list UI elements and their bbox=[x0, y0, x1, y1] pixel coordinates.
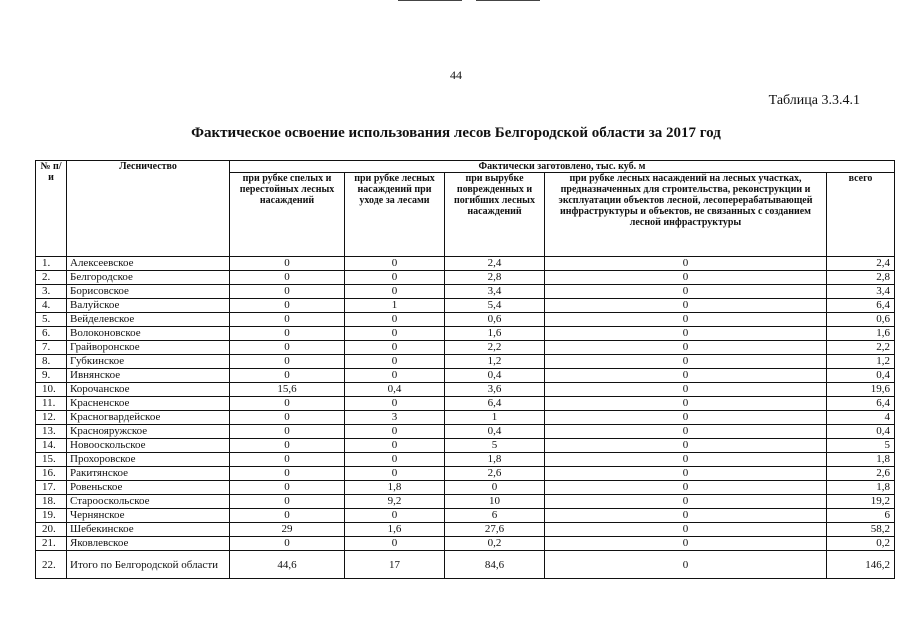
row-forestry-name: Шебекинское bbox=[67, 523, 230, 537]
row-mature: 0 bbox=[230, 257, 345, 271]
total-row-infrastructure: 0 bbox=[545, 551, 827, 579]
row-number: 19. bbox=[36, 509, 67, 523]
row-care: 0 bbox=[345, 425, 445, 439]
header-total: всего bbox=[827, 173, 895, 257]
table-label: Таблица 3.3.4.1 bbox=[768, 93, 860, 108]
row-care: 0 bbox=[345, 285, 445, 299]
row-forestry-name: Грайворонское bbox=[67, 341, 230, 355]
header-damaged-felling: при вырубке поврежденных и погибших лесных насаждений bbox=[445, 173, 545, 257]
table-row bbox=[36, 439, 895, 453]
total-row-total: 146,2 bbox=[827, 551, 895, 579]
row-number: 15. bbox=[36, 453, 67, 467]
row-care: 0 bbox=[345, 327, 445, 341]
row-care: 0,4 bbox=[345, 383, 445, 397]
row-forestry-name: Краснояружское bbox=[67, 425, 230, 439]
row-care: 0 bbox=[345, 509, 445, 523]
row-care: 0 bbox=[345, 439, 445, 453]
row-infrastructure: 0 bbox=[545, 327, 827, 341]
row-number: 4. bbox=[36, 299, 67, 313]
forest-use-table bbox=[35, 160, 895, 579]
row-damaged: 5,4 bbox=[445, 299, 545, 313]
row-infrastructure: 0 bbox=[545, 495, 827, 509]
row-infrastructure: 0 bbox=[545, 425, 827, 439]
row-forestry-name: Алексеевское bbox=[67, 257, 230, 271]
row-number: 6. bbox=[36, 327, 67, 341]
row-damaged: 6,4 bbox=[445, 397, 545, 411]
table-row bbox=[36, 271, 895, 285]
row-number: 1. bbox=[36, 257, 67, 271]
table-row bbox=[36, 299, 895, 313]
row-mature: 0 bbox=[230, 355, 345, 369]
row-number: 16. bbox=[36, 467, 67, 481]
header-mature-felling: при рубке спелых и перестойных лесных насаждений bbox=[230, 173, 345, 257]
header-care-felling: при рубке лесных насаждений при уходе за лесами bbox=[345, 173, 445, 257]
row-total: 2,4 bbox=[827, 257, 895, 271]
row-total: 0,6 bbox=[827, 313, 895, 327]
row-infrastructure: 0 bbox=[545, 257, 827, 271]
row-total: 6 bbox=[827, 509, 895, 523]
page-number: 44 bbox=[450, 68, 462, 82]
row-care: 1 bbox=[345, 299, 445, 313]
row-mature: 0 bbox=[230, 313, 345, 327]
row-mature: 0 bbox=[230, 271, 345, 285]
row-damaged: 1,8 bbox=[445, 453, 545, 467]
row-infrastructure: 0 bbox=[545, 481, 827, 495]
row-damaged: 3,4 bbox=[445, 285, 545, 299]
row-forestry-name: Прохоровское bbox=[67, 453, 230, 467]
table-row bbox=[36, 369, 895, 383]
row-care: 0 bbox=[345, 257, 445, 271]
row-infrastructure: 0 bbox=[545, 341, 827, 355]
row-forestry-name: Вейделевское bbox=[67, 313, 230, 327]
table-body bbox=[36, 257, 895, 579]
table-row bbox=[36, 285, 895, 299]
row-care: 3 bbox=[345, 411, 445, 425]
row-total: 2,2 bbox=[827, 341, 895, 355]
row-forestry-name: Красногвардейское bbox=[67, 411, 230, 425]
row-number: 11. bbox=[36, 397, 67, 411]
table-row bbox=[36, 411, 895, 425]
row-forestry-name: Корочанское bbox=[67, 383, 230, 397]
row-care: 1,6 bbox=[345, 523, 445, 537]
row-total: 2,8 bbox=[827, 271, 895, 285]
row-mature: 0 bbox=[230, 411, 345, 425]
row-forestry-name: Валуйское bbox=[67, 299, 230, 313]
row-damaged: 2,6 bbox=[445, 467, 545, 481]
row-number: 5. bbox=[36, 313, 67, 327]
row-infrastructure: 0 bbox=[545, 313, 827, 327]
row-number: 20. bbox=[36, 523, 67, 537]
row-total: 19,2 bbox=[827, 495, 895, 509]
row-number: 17. bbox=[36, 481, 67, 495]
row-infrastructure: 0 bbox=[545, 439, 827, 453]
table-row bbox=[36, 481, 895, 495]
row-mature: 0 bbox=[230, 509, 345, 523]
row-care: 0 bbox=[345, 453, 445, 467]
row-forestry-name: Старооскольское bbox=[67, 495, 230, 509]
row-mature: 0 bbox=[230, 299, 345, 313]
row-care: 0 bbox=[345, 537, 445, 551]
row-number: 21. bbox=[36, 537, 67, 551]
row-forestry-name: Новооскольское bbox=[67, 439, 230, 453]
row-infrastructure: 0 bbox=[545, 397, 827, 411]
row-forestry-name: Красненское bbox=[67, 397, 230, 411]
row-total: 2,6 bbox=[827, 467, 895, 481]
row-forestry-name: Белгородское bbox=[67, 271, 230, 285]
row-mature: 29 bbox=[230, 523, 345, 537]
row-total: 0,2 bbox=[827, 537, 895, 551]
row-forestry-name: Борисовское bbox=[67, 285, 230, 299]
total-row-mature: 44,6 bbox=[230, 551, 345, 579]
table-row bbox=[36, 509, 895, 523]
row-mature: 0 bbox=[230, 369, 345, 383]
table-row bbox=[36, 327, 895, 341]
table-row bbox=[36, 495, 895, 509]
row-care: 0 bbox=[345, 369, 445, 383]
total-row-care: 17 bbox=[345, 551, 445, 579]
table-row bbox=[36, 257, 895, 271]
row-infrastructure: 0 bbox=[545, 299, 827, 313]
row-care: 0 bbox=[345, 397, 445, 411]
table-row bbox=[36, 341, 895, 355]
total-row-damaged: 84,6 bbox=[445, 551, 545, 579]
table-row bbox=[36, 523, 895, 537]
row-total: 1,6 bbox=[827, 327, 895, 341]
row-mature: 0 bbox=[230, 397, 345, 411]
row-infrastructure: 0 bbox=[545, 537, 827, 551]
row-mature: 0 bbox=[230, 425, 345, 439]
row-total: 1,8 bbox=[827, 481, 895, 495]
total-row-number: 22. bbox=[36, 551, 67, 579]
row-number: 18. bbox=[36, 495, 67, 509]
row-damaged: 0,6 bbox=[445, 313, 545, 327]
row-care: 1,8 bbox=[345, 481, 445, 495]
row-number: 14. bbox=[36, 439, 67, 453]
row-forestry-name: Ракитянское bbox=[67, 467, 230, 481]
table-row bbox=[36, 383, 895, 397]
row-damaged: 6 bbox=[445, 509, 545, 523]
row-damaged: 0,4 bbox=[445, 369, 545, 383]
table-row bbox=[36, 355, 895, 369]
row-mature: 0 bbox=[230, 537, 345, 551]
row-total: 4 bbox=[827, 411, 895, 425]
row-care: 0 bbox=[345, 313, 445, 327]
row-damaged: 2,4 bbox=[445, 257, 545, 271]
row-number: 3. bbox=[36, 285, 67, 299]
row-total: 0,4 bbox=[827, 369, 895, 383]
row-number: 10. bbox=[36, 383, 67, 397]
header-harvested-group: Фактически заготовлено, тыс. куб. м bbox=[230, 161, 895, 173]
row-mature: 0 bbox=[230, 453, 345, 467]
row-mature: 0 bbox=[230, 341, 345, 355]
top-rule-left bbox=[398, 0, 462, 1]
row-damaged: 0,2 bbox=[445, 537, 545, 551]
row-infrastructure: 0 bbox=[545, 523, 827, 537]
table-row bbox=[36, 537, 895, 551]
row-damaged: 0,4 bbox=[445, 425, 545, 439]
row-total: 5 bbox=[827, 439, 895, 453]
table-row bbox=[36, 453, 895, 467]
row-damaged: 5 bbox=[445, 439, 545, 453]
row-forestry-name: Ровеньское bbox=[67, 481, 230, 495]
table-row bbox=[36, 425, 895, 439]
row-forestry-name: Яковлевское bbox=[67, 537, 230, 551]
row-mature: 0 bbox=[230, 495, 345, 509]
total-row bbox=[36, 551, 895, 579]
row-number: 9. bbox=[36, 369, 67, 383]
row-mature: 15,6 bbox=[230, 383, 345, 397]
row-care: 9,2 bbox=[345, 495, 445, 509]
row-damaged: 2,2 bbox=[445, 341, 545, 355]
table-row bbox=[36, 313, 895, 327]
row-forestry-name: Губкинское bbox=[67, 355, 230, 369]
row-infrastructure: 0 bbox=[545, 271, 827, 285]
row-care: 0 bbox=[345, 271, 445, 285]
row-damaged: 1,6 bbox=[445, 327, 545, 341]
row-infrastructure: 0 bbox=[545, 383, 827, 397]
row-care: 0 bbox=[345, 341, 445, 355]
total-row-name: Итого по Белгородской области bbox=[67, 551, 230, 579]
row-damaged: 0 bbox=[445, 481, 545, 495]
row-damaged: 10 bbox=[445, 495, 545, 509]
row-number: 8. bbox=[36, 355, 67, 369]
row-infrastructure: 0 bbox=[545, 509, 827, 523]
row-damaged: 1 bbox=[445, 411, 545, 425]
row-forestry-name: Волоконовское bbox=[67, 327, 230, 341]
row-total: 1,2 bbox=[827, 355, 895, 369]
row-damaged: 2,8 bbox=[445, 271, 545, 285]
row-infrastructure: 0 bbox=[545, 453, 827, 467]
row-mature: 0 bbox=[230, 439, 345, 453]
table-row bbox=[36, 467, 895, 481]
row-mature: 0 bbox=[230, 285, 345, 299]
row-number: 2. bbox=[36, 271, 67, 285]
row-total: 6,4 bbox=[827, 397, 895, 411]
row-damaged: 3,6 bbox=[445, 383, 545, 397]
row-total: 19,6 bbox=[827, 383, 895, 397]
row-care: 0 bbox=[345, 467, 445, 481]
row-total: 58,2 bbox=[827, 523, 895, 537]
header-number: № п/и bbox=[36, 161, 67, 257]
row-infrastructure: 0 bbox=[545, 411, 827, 425]
row-infrastructure: 0 bbox=[545, 369, 827, 383]
row-damaged: 27,6 bbox=[445, 523, 545, 537]
row-total: 0,4 bbox=[827, 425, 895, 439]
row-number: 12. bbox=[36, 411, 67, 425]
top-rule-right bbox=[476, 0, 540, 1]
row-mature: 0 bbox=[230, 481, 345, 495]
header-infrastructure-felling: при рубке лесных насаждений на лесных участках, предназначенных для строительства, реконструкции и эксплуатации объектов лесной, лесоперерабатывающей инфраструктуры и объектов, не связанных с созданием лесной инфраструктуры bbox=[545, 173, 827, 257]
row-number: 7. bbox=[36, 341, 67, 355]
row-total: 3,4 bbox=[827, 285, 895, 299]
row-infrastructure: 0 bbox=[545, 355, 827, 369]
row-total: 6,4 bbox=[827, 299, 895, 313]
row-care: 0 bbox=[345, 355, 445, 369]
table-row bbox=[36, 397, 895, 411]
row-damaged: 1,2 bbox=[445, 355, 545, 369]
row-forestry-name: Ивнянское bbox=[67, 369, 230, 383]
row-mature: 0 bbox=[230, 327, 345, 341]
row-mature: 0 bbox=[230, 467, 345, 481]
document-title: Фактическое освоение использования лесов Белгородской области за 2017 год bbox=[191, 125, 721, 141]
row-forestry-name: Чернянское bbox=[67, 509, 230, 523]
row-infrastructure: 0 bbox=[545, 285, 827, 299]
row-total: 1,8 bbox=[827, 453, 895, 467]
row-infrastructure: 0 bbox=[545, 467, 827, 481]
row-number: 13. bbox=[36, 425, 67, 439]
header-forestry: Лесничество bbox=[67, 161, 230, 257]
